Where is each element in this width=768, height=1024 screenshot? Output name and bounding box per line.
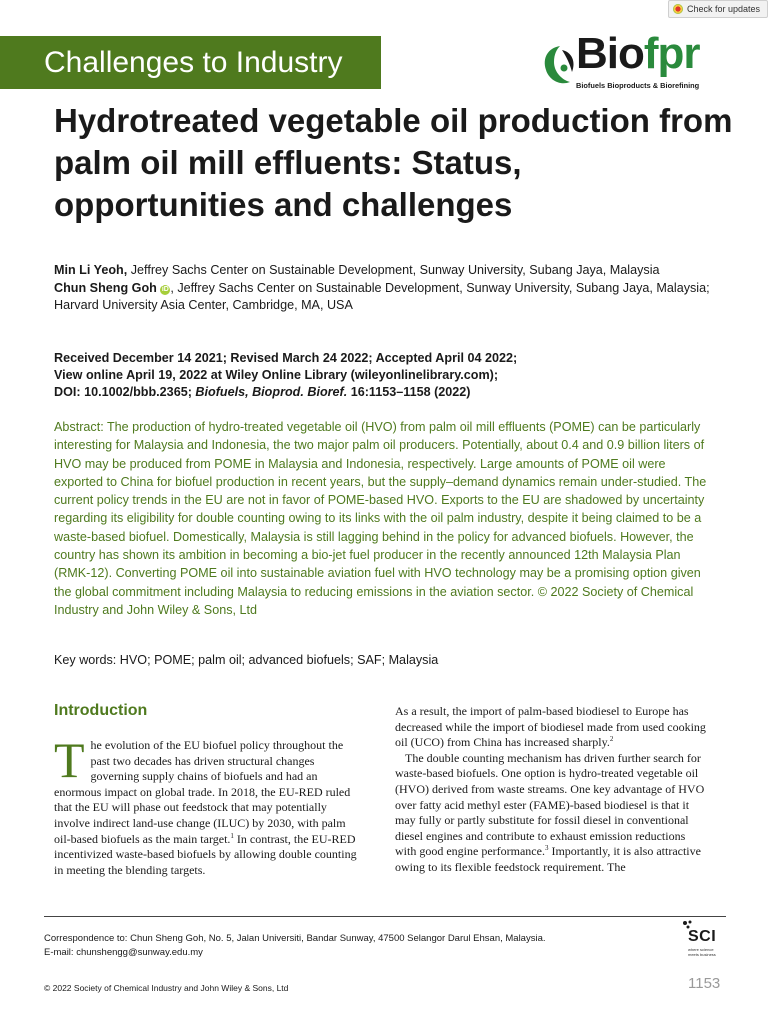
crossmark-icon — [673, 4, 683, 14]
intro-text: he evolution of the EU biofuel policy throughout the past two decades has driven structural changes governing supply chains of biofuels and had an enormous impact on global trade. In 2018, the EU-RED ruled that the EU will phase out feedstock that may potentially involve indirect land-use change (ILUC) by 2030, with palm oil-based biofuels as the main target. — [54, 738, 351, 846]
check-for-updates-button[interactable] — [668, 0, 768, 18]
logo-word-fpr: fpr — [643, 29, 700, 78]
sci-logo — [682, 920, 732, 960]
author-entry — [54, 280, 714, 314]
logo-word-bio: Bio — [576, 29, 644, 78]
reference-link[interactable]: 1 — [230, 831, 234, 840]
correspondence-email[interactable]: E-mail: chunshengg@sunway.edu.my — [44, 947, 203, 958]
online-date: View online April 19, 2022 at Wiley Online Library (wileyonlinelibrary.com); — [54, 368, 499, 382]
author-name[interactable]: Min Li Yeoh, — [54, 263, 128, 277]
intro-column-right — [395, 704, 707, 876]
journal-leaf-icon — [540, 42, 578, 88]
correspondence-address: Correspondence to: Chun Sheng Goh, No. 5, Jalan Universiti, Bandar Sunway, 47500 Selangor Darul Ehsan, Malaysia. — [44, 933, 546, 944]
introduction-heading: Introduction — [54, 702, 148, 719]
received-dates: Received December 14 2021; Revised March 24 2022; Accepted April 04 2022; — [54, 351, 518, 365]
page-number: 1153 — [688, 975, 721, 992]
reference-link[interactable]: 2 — [609, 735, 614, 744]
journal-logo — [540, 29, 730, 94]
sci-logo-text: SCI — [688, 928, 717, 945]
paragraph — [395, 751, 707, 876]
abstract: Abstract: The production of hydro-treated vegetable oil (HVO) from palm oil mill effluents (POME) can be particularly interesting for Malaysia and Indonesia, the two major palm oil producers. Potentially, about 0.4 and 0.9 billion liters of HVO may be produced from POME in Malaysia and Indonesia, respectively. Large amounts of POME oil were exported to China for biofuel production in recent years, but the supply–demand dynamics remain under-studied. The current policy trends in the EU are not in favor of POME-based HVO. Exports to the EU are shadowed by uncertainty regarding its eligibility for double counting owing to its links with the oil palm industry, despite it being claimed to be a waste-based biofuel. Domestically, Malaysia is still lagging behind in the policy for advanced biofuels. However, the country has shown its ambition in becoming a bio-jet fuel producer in the recently announced 12th Malaysia Plan (RMK-12). Converting POME oil into sustainable aviation fuel with HVO technology may be a promising option given the global commitment including Malaysia to reducing emissions in the aviation sector. © 2022 Society of Chemical Industry and John Wiley & Sons, Ltd — [54, 420, 707, 617]
doi-link[interactable]: DOI: 10.1002/bbb.2365; — [54, 385, 196, 399]
paragraph — [395, 704, 707, 751]
article-title: Hydrotreated vegetable oil production from palm oil mill effluents: Status, opportunities and challenges — [54, 102, 733, 223]
author-affiliation: Jeffrey Sachs Center on Sustainable Development, Sunway University, Subang Jaya, Malaysia — [127, 263, 660, 277]
orcid-icon[interactable]: iD — [161, 286, 169, 293]
correspondence — [44, 932, 644, 960]
author-entry — [54, 262, 714, 279]
reference-link[interactable]: 3 — [544, 844, 549, 853]
doi-line — [54, 384, 714, 401]
author-list — [54, 262, 714, 315]
section-banner: Challenges to Industry — [0, 36, 381, 89]
check-for-updates-label: Check for updates — [687, 4, 761, 14]
author-affiliation: , Jeffrey Sachs Center on Sustainable Development, Sunway University, Subang Jaya, Malaysia; Harvard University Asia Center, Cambridge, MA, USA — [54, 281, 710, 312]
logo-subtitle: Biofuels Bioproducts & Biorefining — [576, 81, 700, 90]
intro-column-left — [54, 732, 360, 878]
intro-text: As a result, the import of palm-based biodiesel to Europe has decreased while the import of biodiesel made from used cooking oil (UCO) from China has increased sharply. — [395, 704, 706, 750]
journal-abbrev: Biofuels, Bioprod. Bioref. — [195, 385, 348, 399]
copyright: © 2022 Society of Chemical Industry and John Wiley & Sons, Ltd — [44, 983, 289, 993]
sci-tagline: where science meets business — [688, 947, 716, 957]
drop-cap: T — [54, 732, 85, 788]
intro-text: In contrast, the EU-RED incentivized waste-based biofuels by allowing double counting in meeting the blending targets. — [54, 831, 357, 877]
intro-text: The double counting mechanism has driven further search for waste-based biofuels. One option is hydro-treated vegetable oil (HVO) derived from waste streams. One key advantage of HVO over fatty acid methyl ester (FAME)-based biodiesel is that it may fully or partly substitute for fossil diesel in conventional diesel engines and contribute to exhaust emission reductions with good engine performance. — [395, 750, 705, 859]
keywords: Key words: HVO; POME; palm oil; advanced biofuels; SAF; Malaysia — [54, 653, 439, 667]
citation: 16:1153–1158 (2022) — [347, 385, 471, 399]
footer-divider — [44, 916, 726, 917]
author-name[interactable]: Chun Sheng Goh — [54, 281, 157, 295]
intro-text: Importantly, it is also attractive owing to its flexible feedstock requirement. The — [395, 844, 701, 874]
publication-dates — [54, 350, 714, 401]
